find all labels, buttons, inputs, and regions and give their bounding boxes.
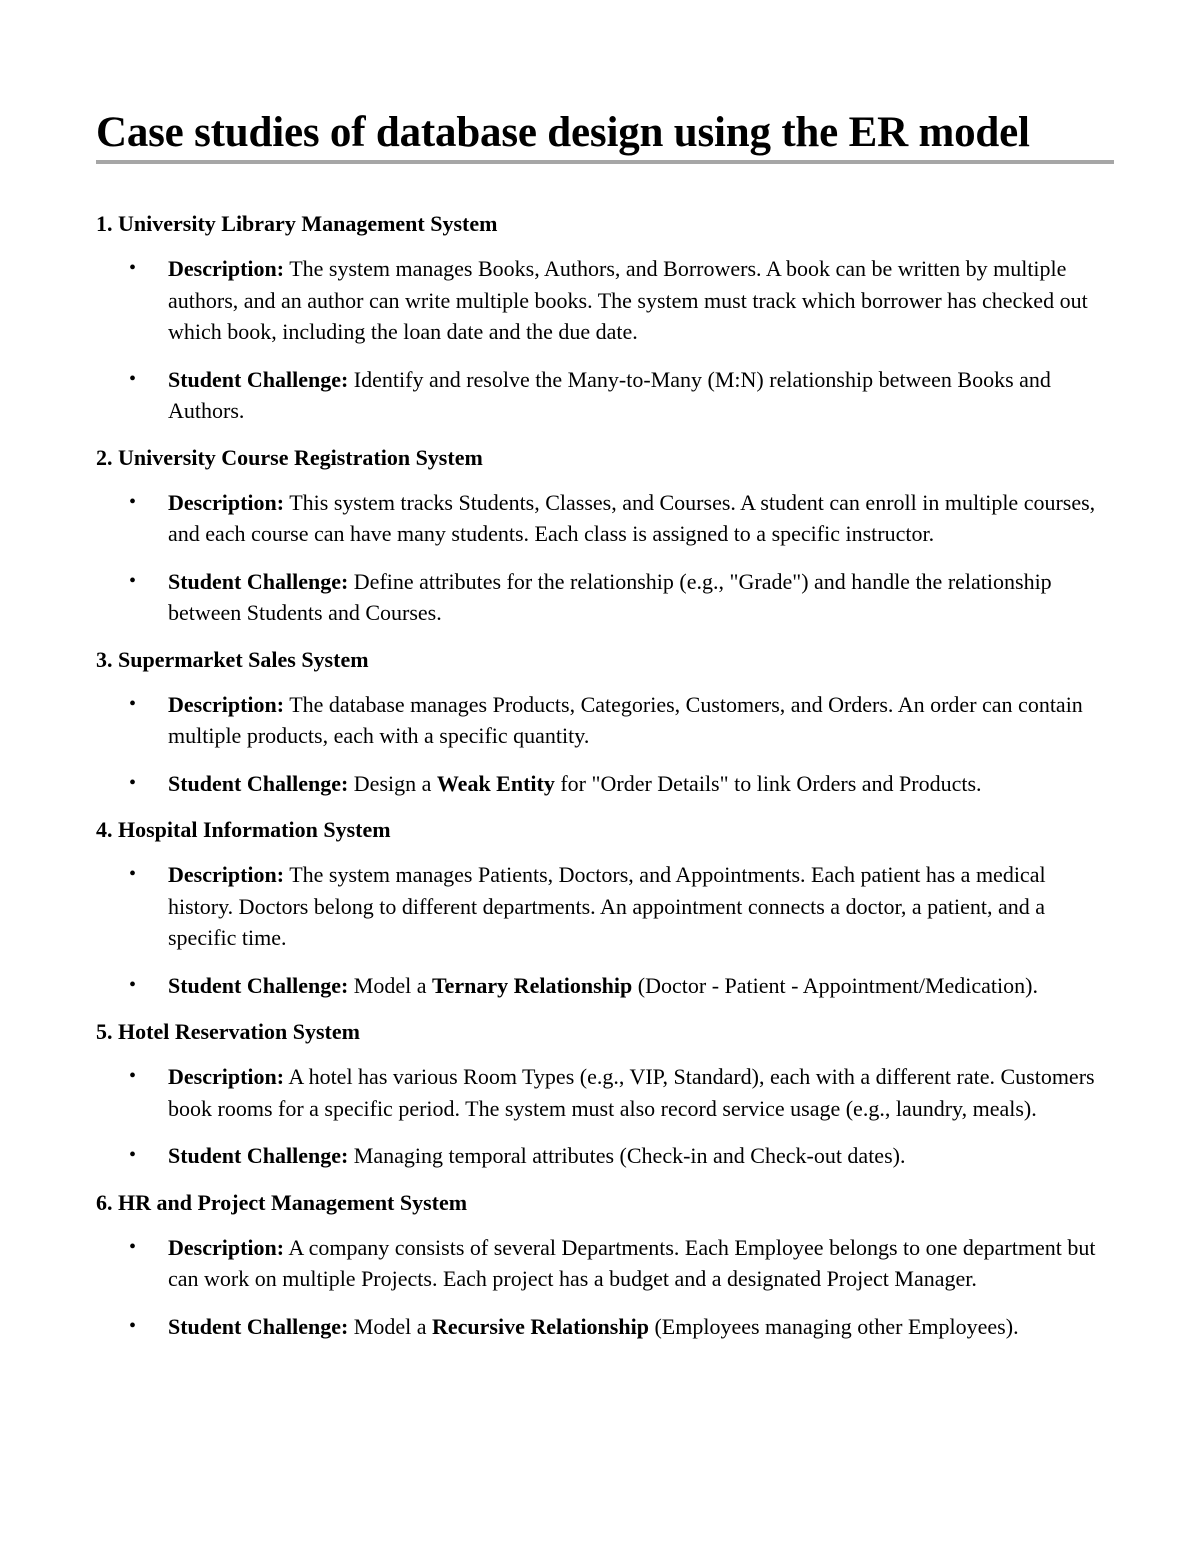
title-underline	[96, 160, 1114, 164]
challenge-label: Student Challenge:	[168, 568, 349, 594]
challenge-text: Identify and resolve the Many-to-Many (M:N) relationship between Books and Authors.	[168, 366, 1051, 423]
case-heading: 1. University Library Management System	[96, 211, 498, 236]
case-study-course-registration	[96, 442, 1114, 629]
case-description	[96, 1232, 1114, 1295]
challenge-text-pre: Model a	[353, 972, 432, 998]
case-challenge	[96, 1311, 1114, 1343]
case-study-hospital	[96, 814, 1114, 1001]
case-points	[96, 1232, 1114, 1343]
challenge-key-term: Recursive Relationship	[432, 1313, 649, 1339]
challenge-text-post: for "Order Details" to link Orders and Products.	[554, 770, 982, 796]
document-page	[96, 0, 1114, 1342]
case-description	[96, 253, 1114, 348]
case-study-supermarket	[96, 644, 1114, 800]
challenge-text-pre: Model a	[353, 1313, 432, 1339]
bullet-icon: •	[129, 490, 137, 513]
challenge-text-pre: Design a	[353, 770, 437, 796]
description-text: The database manages Products, Categories, Customers, and Orders. An order can contain multiple products, each with a specific quantity.	[168, 691, 1083, 748]
description-label: Description:	[168, 1064, 285, 1089]
description-label: Description:	[168, 489, 285, 515]
case-points	[96, 689, 1114, 800]
description-label: Description:	[168, 256, 285, 281]
description-text: A hotel has various Room Types (e.g., VIP, Standard), each with a different rate. Customers book rooms for a specific period. The system must also record service usage (e.g., laundry, meals).	[168, 1064, 1095, 1121]
description-text: The system manages Books, Authors, and Borrowers. A book can be written by multiple authors, and an author can write multiple books. The system must track which borrower has checked out which book, including the loan date and the due date.	[168, 256, 1088, 344]
case-points	[96, 253, 1114, 427]
description-label: Description:	[168, 1234, 285, 1260]
bullet-icon: •	[129, 771, 137, 794]
bullet-icon: •	[129, 367, 137, 390]
bullet-icon: •	[129, 692, 137, 715]
bullet-icon: •	[129, 1144, 137, 1166]
case-description	[96, 689, 1114, 752]
bullet-icon: •	[129, 1065, 137, 1087]
case-description	[96, 1061, 1114, 1124]
case-challenge	[96, 768, 1114, 800]
bullet-icon: •	[129, 1235, 137, 1258]
case-description	[96, 487, 1114, 550]
challenge-text-post: (Doctor - Patient - Appointment/Medication).	[632, 972, 1038, 998]
bullet-icon: •	[129, 257, 137, 279]
challenge-key-term: Weak Entity	[436, 770, 555, 796]
case-challenge	[96, 1140, 1114, 1172]
description-label: Description:	[168, 862, 285, 887]
bullet-icon: •	[129, 863, 137, 885]
case-heading: 4. Hospital Information System	[96, 817, 391, 842]
description-text: The system manages Patients, Doctors, and Appointments. Each patient has a medical history. Doctors belong to different departments. An appointment connects a doctor, a patient, and a specific time.	[168, 862, 1046, 950]
bullet-icon: •	[129, 1314, 137, 1337]
challenge-key-term: Ternary Relationship	[432, 972, 633, 998]
challenge-label: Student Challenge:	[168, 972, 349, 998]
challenge-text: Define attributes for the relationship (e.g., "Grade") and handle the relationship between Students and Courses.	[168, 568, 1052, 625]
description-text: This system tracks Students, Classes, and Courses. A student can enroll in multiple courses, and each course can have many students. Each class is assigned to a specific instructor.	[168, 489, 1096, 546]
case-heading: 6. HR and Project Management System	[96, 1189, 468, 1215]
challenge-label: Student Challenge:	[168, 1143, 349, 1168]
case-study-hr-project	[96, 1187, 1114, 1343]
challenge-label: Student Challenge:	[168, 366, 349, 392]
case-challenge	[96, 970, 1114, 1002]
case-description	[96, 859, 1114, 954]
case-challenge	[96, 566, 1114, 629]
bullet-icon: •	[129, 973, 137, 996]
challenge-label: Student Challenge:	[168, 1313, 349, 1339]
case-heading: 2. University Course Registration System	[96, 444, 483, 470]
case-challenge	[96, 364, 1114, 427]
case-study-hotel	[96, 1016, 1114, 1172]
description-label: Description:	[168, 691, 285, 717]
case-points	[96, 487, 1114, 629]
case-study-library	[96, 208, 1114, 427]
case-points	[96, 1061, 1114, 1172]
challenge-text: Managing temporal attributes (Check-in and Check-out dates).	[353, 1143, 906, 1168]
page-title: Case studies of database design using the ER model	[96, 109, 1030, 156]
challenge-label: Student Challenge:	[168, 770, 349, 796]
case-heading: 3. Supermarket Sales System	[96, 646, 369, 672]
challenge-text-post: (Employees managing other Employees).	[648, 1313, 1019, 1339]
description-text: A company consists of several Departments. Each Employee belongs to one department but can work on multiple Projects. Each project has a budget and a designated Project Manager.	[168, 1234, 1096, 1291]
case-heading: 5. Hotel Reservation System	[96, 1019, 360, 1044]
bullet-icon: •	[129, 569, 137, 592]
case-points	[96, 859, 1114, 1001]
